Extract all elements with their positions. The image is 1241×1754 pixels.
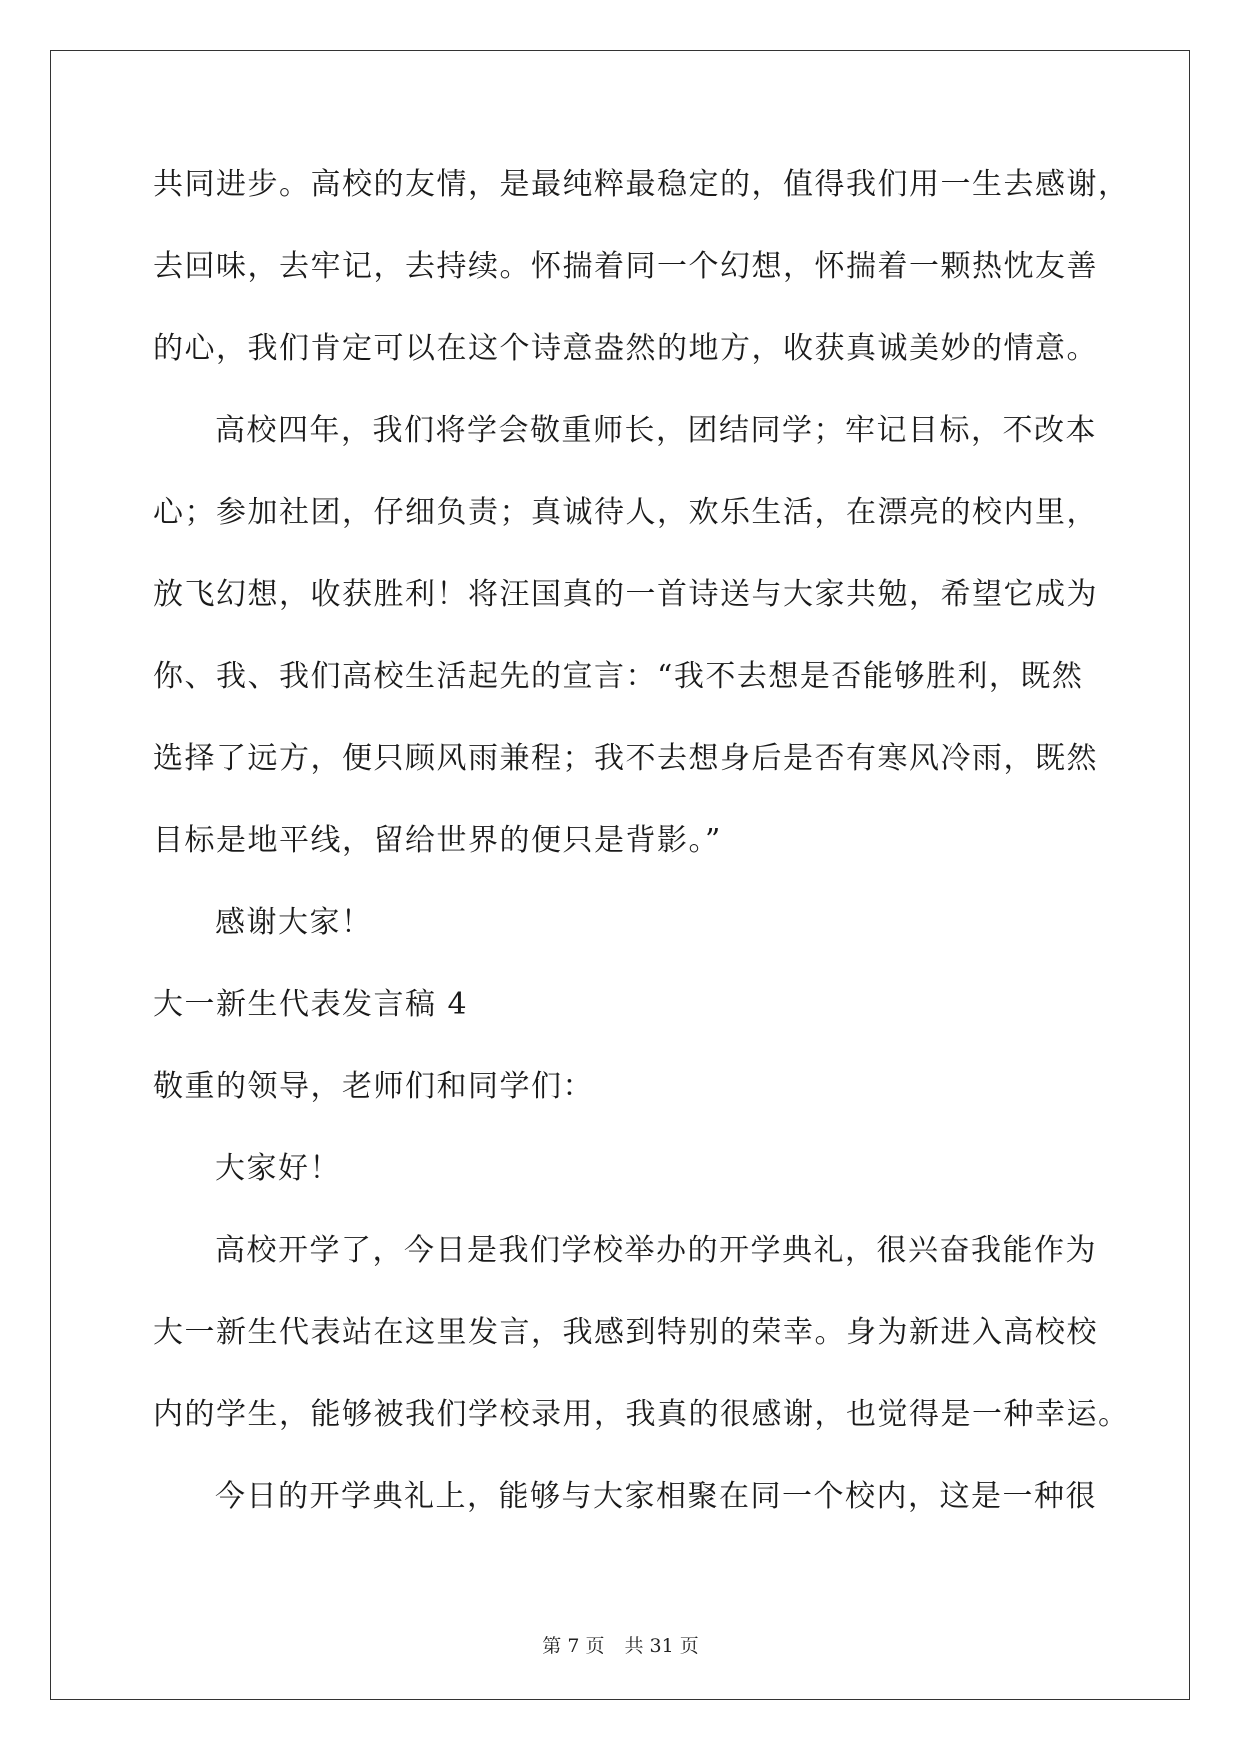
paragraph-line: 共同进步。高校的友情，是最纯粹最稳定的，值得我们用一生去感谢， — [153, 167, 1130, 202]
document-body — [153, 165, 1130, 1559]
paragraph-line: 你、我、我们高校生活起先的宣言：“我不去想是否能够胜利，既然 — [153, 659, 1084, 694]
greeting: 大家好！ — [215, 1151, 341, 1186]
paragraph-line: 今日的开学典礼上，能够与大家相聚在同一个校内，这是一种很 — [215, 1479, 1097, 1514]
paragraph-line: 去回味，去牢记，去持续。怀揣着同一个幻想，怀揣着一颗热忱友善 — [153, 249, 1098, 284]
paragraph-line: 内的学生，能够被我们学校录用，我真的很感谢，也觉得是一种幸运。 — [153, 1397, 1130, 1432]
paragraph-line: 心；参加社团，仔细负责；真诚待人，欢乐生活，在漂亮的校内里， — [153, 495, 1098, 530]
paragraph-line: 放飞幻想，收获胜利！将汪国真的一首诗送与大家共勉，希望它成为 — [153, 577, 1098, 612]
paragraph-line: 目标是地平线，留给世界的便只是背影。” — [153, 823, 722, 858]
closing-thanks: 感谢大家！ — [215, 905, 373, 940]
salutation: 敬重的领导，老师们和同学们： — [153, 1069, 594, 1104]
page-number: 第 7 页 — [542, 1635, 605, 1657]
page-footer — [0, 1631, 1241, 1658]
paragraph-line: 大一新生代表站在这里发言，我感到特别的荣幸。身为新进入高校校 — [153, 1315, 1098, 1350]
paragraph-line: 的心，我们肯定可以在这个诗意盎然的地方，收获真诚美妙的情意。 — [153, 331, 1098, 366]
paragraph-line: 选择了远方，便只顾风雨兼程；我不去想身后是否有寒风冷雨，既然 — [153, 741, 1098, 776]
section-heading: 大一新生代表发言稿 4 — [153, 987, 469, 1022]
page-total: 共 31 页 — [624, 1635, 699, 1657]
paragraph-line: 高校四年，我们将学会敬重师长，团结同学；牢记目标，不改本 — [215, 413, 1097, 448]
paragraph-line: 高校开学了，今日是我们学校举办的开学典礼，很兴奋我能作为 — [215, 1233, 1097, 1268]
